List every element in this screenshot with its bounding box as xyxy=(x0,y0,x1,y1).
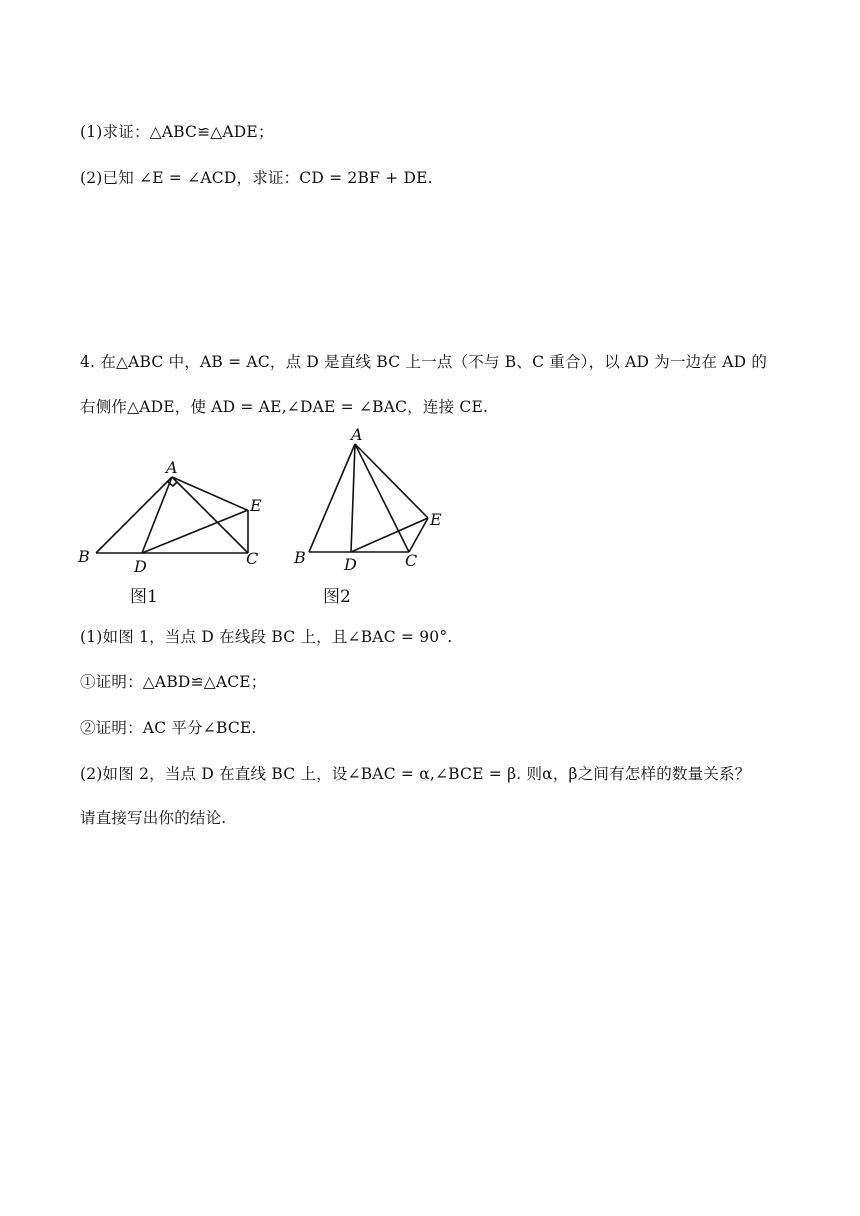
question-4-part-1-item-2: ②证明：AC 平分∠BCE. xyxy=(80,719,257,737)
fig2-label-C: C xyxy=(405,551,418,570)
question-4-part-1: (1)如图 1，当点 D 在线段 BC 上，且∠BAC = 90°. xyxy=(80,628,453,646)
question-4-part-2-line-2: 请直接写出你的结论. xyxy=(80,809,227,827)
question-4-part-2-line-1: (2)如图 2，当点 D 在直线 BC 上，设∠BAC = α,∠BCE = β. 则α，β之间有怎样的数量关系？ xyxy=(80,765,751,783)
question-4-stem-line-2: 右侧作△ADE，使 AD = AE,∠DAE = ∠BAC，连接 CE. xyxy=(80,398,489,416)
figure-1 xyxy=(70,455,280,580)
fig1-label-B: B xyxy=(78,547,90,566)
figure-2-diagram xyxy=(285,420,455,580)
fig1-label-E: E xyxy=(250,496,262,515)
figure-2-caption: 图2 xyxy=(323,587,351,607)
question-3-part-1: (1)求证：△ABC≌△ADE； xyxy=(80,123,274,141)
figure-1-diagram xyxy=(70,455,280,580)
fig1-label-C: C xyxy=(246,549,259,568)
fig2-label-A: A xyxy=(351,425,363,444)
fig2-label-D: D xyxy=(344,555,357,574)
figure-2 xyxy=(285,420,455,580)
figure-1-caption: 图1 xyxy=(130,587,158,607)
question-4-stem-line-1: 4. 在△ABC 中，AB = AC，点 D 是直线 BC 上一点（不与 B、C 重合），以 AD 为一边在 AD 的 xyxy=(80,353,768,371)
fig2-label-E: E xyxy=(430,510,442,529)
question-4-part-1-item-1: ①证明：△ABD≌△ACE； xyxy=(80,673,267,691)
question-3-part-2: (2)已知 ∠E = ∠ACD，求证：CD = 2BF + DE. xyxy=(80,169,433,187)
fig2-label-B: B xyxy=(294,548,306,567)
fig1-label-A: A xyxy=(166,458,178,477)
fig1-label-D: D xyxy=(134,557,147,576)
